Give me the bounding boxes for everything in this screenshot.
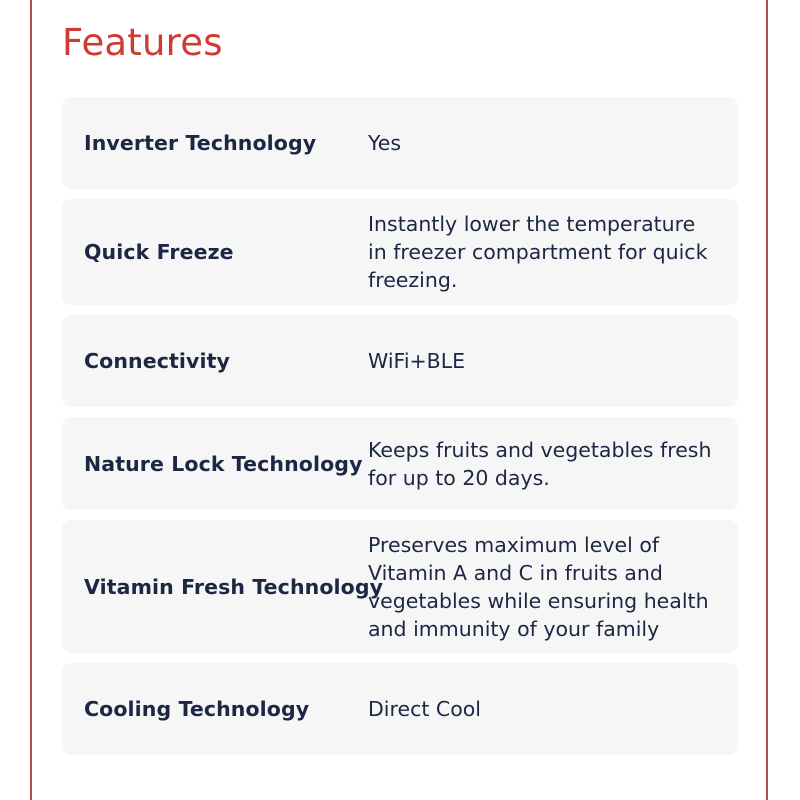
feature-label: Vitamin Fresh Technology [84, 574, 384, 599]
feature-row-connectivity [62, 315, 738, 407]
feature-label: Quick Freeze [84, 240, 234, 264]
section-title: Features [62, 21, 223, 64]
feature-row-inverter-technology [62, 97, 738, 189]
features-list [62, 97, 738, 765]
feature-label: Inverter Technology [84, 131, 317, 155]
feature-label: Connectivity [84, 349, 230, 373]
feature-value: Preserves maximum level of Vitamin A and C in fruits and vegetables while ensuring health and immunity of your family [368, 532, 709, 641]
feature-label: Nature Lock Technology [84, 451, 363, 476]
feature-value: Direct Cool [368, 697, 481, 721]
feature-label: Cooling Technology [84, 697, 310, 721]
feature-value: Keeps fruits and vegetables fresh for up to 20 days. [368, 437, 712, 490]
feature-row-cooling-technology [62, 663, 738, 755]
feature-value: WiFi+BLE [368, 349, 466, 373]
feature-value: Instantly lower the temperature in freezer compartment for quick freezing. [368, 212, 708, 292]
feature-row-nature-lock-technology [62, 417, 738, 510]
feature-row-vitamin-fresh-technology [62, 520, 738, 653]
feature-row-quick-freeze [62, 199, 738, 305]
feature-value: Yes [368, 131, 402, 155]
